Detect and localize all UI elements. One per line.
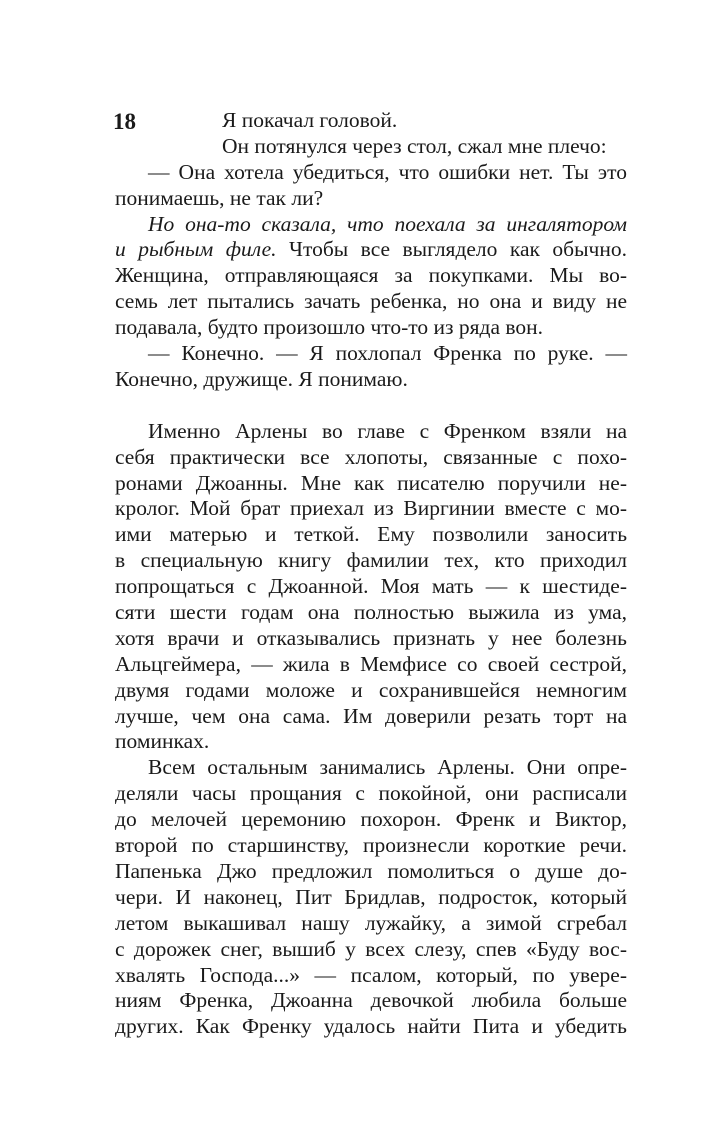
text-line: Папенька Джо предложил помолиться о душе до- <box>115 858 627 883</box>
text-line: — Она хотела убедиться, что ошибки нет. Ты это <box>148 159 627 184</box>
text-line: хвалять Господа...» — псалом, который, по увере- <box>115 962 627 987</box>
text-line: Конечно, дружище. Я понимаю. <box>115 366 408 391</box>
text-fragment: Чтобы все выглядело как обычно. <box>289 237 627 262</box>
italic-text: Но она-то сказала, что поехала за ингалятором <box>148 211 627 236</box>
body-text <box>115 108 627 1040</box>
text-line: подавала, будто произошло что-то из ряда вон. <box>115 315 544 340</box>
text-line: поминках. <box>115 729 210 754</box>
italic-text: и рыбным филе. <box>115 237 277 262</box>
text-line: Всем остальным занимались Арлены. Они опре- <box>148 755 627 780</box>
section-break <box>115 393 627 419</box>
text-line: Именно Арлены во главе с Френком взяли на <box>148 418 627 443</box>
text-line: ими матерью и теткой. Ему позволили заносить <box>115 522 627 547</box>
text-line: деляли часы прощания с покойной, они расписали <box>115 781 627 806</box>
text-line: Я покачал головой. <box>222 108 398 132</box>
text-line: попрощаться с Джоанной. Моя мать — к шестиде- <box>115 574 627 599</box>
page-number: 18 <box>113 109 136 134</box>
text-line: двумя годами моложе и сохранившейся немногим <box>115 677 627 702</box>
text-line: с дорожек снег, вышиб у всех слезу, спев «Буду вос- <box>115 936 627 961</box>
text-line: Женщина, отправляющаяся за покупками. Мы во- <box>115 263 627 288</box>
text-line: — Конечно. — Я похлопал Френка по руке. — <box>148 341 627 366</box>
text-line: летом выкашивал нашу лужайку, а зимой сгребал <box>115 910 627 935</box>
text-line: Он потянулся через стол, сжал мне плечо: <box>222 133 607 158</box>
text-line: Альцгеймера, — жила в Мемфисе со своей сестрой, <box>115 651 627 676</box>
text-line: ниям Френка, Джоанна девочкой любила больше <box>115 988 627 1013</box>
text-line: кролог. Мой брат приехал из Виргинии вместе с мо- <box>115 496 627 521</box>
text-line <box>115 237 627 263</box>
text-line: в специальную книгу фамилии тех, кто приходил <box>115 548 627 573</box>
text-line: сяти шести годам она полностью выжила из ума, <box>115 600 627 625</box>
text-line: лучше, чем она сама. Им доверили резать торт на <box>115 703 627 728</box>
text-line: хотя врачи и отказывались признать у нее болезнь <box>115 625 627 650</box>
text-line: ронами Джоанны. Мне как писателю поручили не- <box>115 470 627 495</box>
text-line: понимаешь, не так ли? <box>115 185 324 210</box>
text-line: других. Как Френку удалось найти Пита и убедить <box>115 1014 627 1039</box>
text-line: чери. И наконец, Пит Бридлав, подросток, который <box>115 884 627 909</box>
text-line <box>115 212 627 238</box>
text-line: себя практически все хлопоты, связанные с похо- <box>115 444 627 469</box>
text-line: второй по старшинству, произнесли короткие речи. <box>115 833 627 858</box>
text-line: до мелочей церемонию похорон. Френк и Виктор, <box>115 807 627 832</box>
text-line: семь лет пытались зачать ребенка, но она и виду не <box>115 289 627 314</box>
